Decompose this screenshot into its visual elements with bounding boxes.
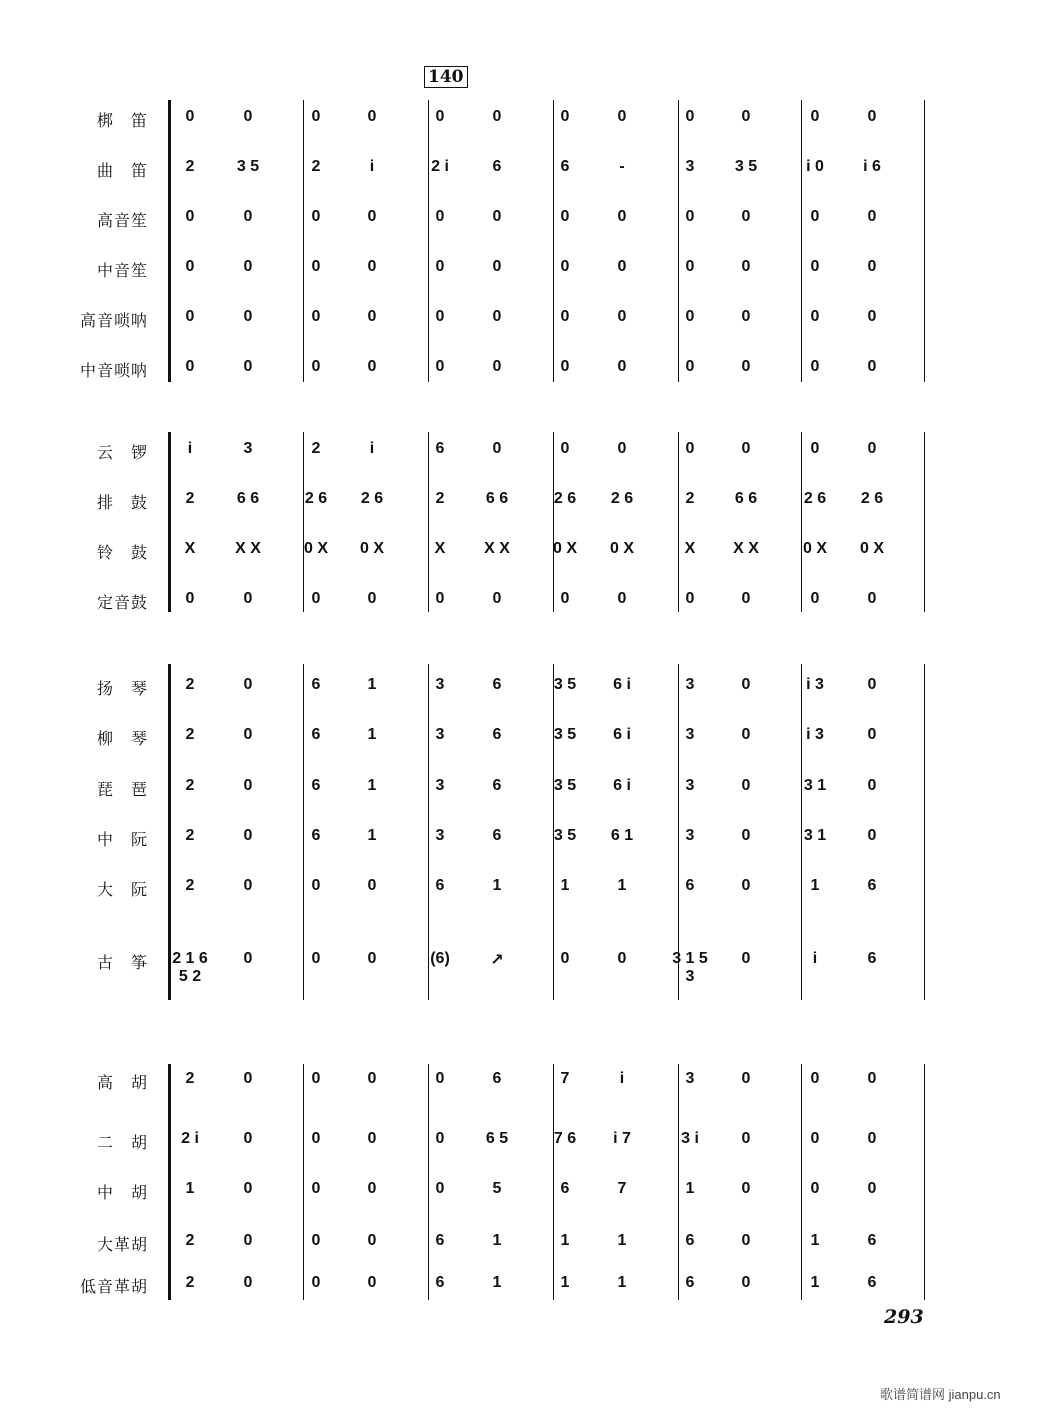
instrument-label: 梆 笛 (96, 111, 148, 130)
note-cell: 1 (367, 827, 377, 844)
barline (303, 432, 304, 612)
note-cell: 6 6 (236, 490, 260, 507)
note-cell: 2 (185, 877, 195, 894)
note-cell: 3 (435, 827, 445, 844)
note-cell: i (369, 440, 375, 457)
instrument-label: 高音笙 (96, 211, 148, 230)
note-cell: 6 1 (610, 827, 634, 844)
note-cell: 7 (617, 1180, 627, 1197)
note-cell: X X (235, 540, 261, 557)
barline (553, 100, 554, 382)
note-cell: 0 (435, 358, 445, 375)
note-cell: 2 6 (304, 490, 328, 507)
note-cell: 2 (185, 1232, 195, 1249)
note-cell: 6 6 (734, 490, 758, 507)
note-cell: 0 (243, 1274, 253, 1291)
note-cell: 0 (685, 590, 695, 607)
note-cell: 0 (685, 258, 695, 275)
note-cell: 0 (311, 308, 321, 325)
note-cell: 1 (367, 726, 377, 743)
note-cell: 0 (367, 1130, 377, 1147)
note-cell: 1 (617, 1232, 627, 1249)
note-cell: 3 5 (553, 676, 577, 693)
note-cell: 2 (311, 440, 321, 457)
note-cell: 0 (311, 877, 321, 894)
note-cell: 1 (367, 777, 377, 794)
note-cell: 0 (741, 777, 751, 794)
note-cell: 3 (435, 777, 445, 794)
note-cell: 6 (492, 1070, 502, 1087)
note-cell: 0 (243, 1070, 253, 1087)
note-cell: (6) (430, 950, 450, 967)
note-cell: 2 (185, 158, 195, 175)
note-cell: 0 (311, 1232, 321, 1249)
note-cell: 0 (243, 777, 253, 794)
note-cell: 3 5 (734, 158, 758, 175)
note-cell: 3 1 5 3 (672, 950, 708, 985)
note-cell: 0 (741, 1274, 751, 1291)
note-cell: 0 (435, 308, 445, 325)
note-cell: 1 (492, 1232, 502, 1249)
system-bracket (168, 100, 171, 382)
note-cell: 6 (311, 726, 321, 743)
note-cell: 0 (741, 258, 751, 275)
note-cell: 2 (185, 1274, 195, 1291)
note-cell: 6 i (613, 726, 631, 743)
note-cell: 0 (810, 1180, 820, 1197)
note-cell: 0 (685, 108, 695, 125)
note-cell: 0 (492, 258, 502, 275)
note-cell: 3 (243, 440, 253, 457)
note-cell: 0 (741, 827, 751, 844)
note-cell: 6 i (613, 777, 631, 794)
note-cell: 0 (810, 358, 820, 375)
note-cell: 0 (367, 1070, 377, 1087)
note-cell: 2 1 6 5 2 (172, 950, 208, 985)
note-cell: 6 (867, 877, 877, 894)
note-cell: 1 (367, 676, 377, 693)
note-cell: 0 (741, 877, 751, 894)
note-cell: 0 (492, 308, 502, 325)
note-cell: X (434, 540, 446, 557)
watermark: 歌谱简谱网 jianpu.cn (880, 1387, 1001, 1402)
note-cell: 0 (741, 358, 751, 375)
note-cell: 0 (617, 950, 627, 967)
note-cell: 0 (741, 308, 751, 325)
instrument-label: 高 胡 (96, 1073, 148, 1092)
note-cell: 0 (243, 877, 253, 894)
note-cell: 0 (867, 208, 877, 225)
note-cell: 6 5 (485, 1130, 509, 1147)
note-cell: 0 (685, 358, 695, 375)
note-cell: 0 (243, 950, 253, 967)
note-cell: 6 (685, 1274, 695, 1291)
instrument-label: 排 鼓 (96, 493, 148, 512)
note-cell: 0 (435, 1180, 445, 1197)
note-cell: 0 (243, 590, 253, 607)
note-cell: 0 (810, 258, 820, 275)
note-cell: 0 (492, 108, 502, 125)
note-cell: 0 (810, 108, 820, 125)
note-cell: 2 (185, 676, 195, 693)
note-cell: 6 (685, 1232, 695, 1249)
barline (428, 432, 429, 612)
note-cell: 2 6 (860, 490, 884, 507)
note-cell: X (684, 540, 696, 557)
note-cell: 0 (435, 1070, 445, 1087)
note-cell: 2 (685, 490, 695, 507)
note-cell: 0 (243, 358, 253, 375)
note-cell: 6 (492, 827, 502, 844)
note-cell: 0 (311, 258, 321, 275)
note-cell: 3 (685, 676, 695, 693)
note-cell: 3 5 (236, 158, 260, 175)
note-cell: 6 (867, 950, 877, 967)
note-cell: 0 (185, 358, 195, 375)
note-cell: 0 (741, 1130, 751, 1147)
note-cell: 0 X (802, 540, 827, 557)
note-cell: 0 (867, 358, 877, 375)
note-cell: 6 (560, 158, 570, 175)
note-cell: 0 (867, 590, 877, 607)
note-cell: 0 (311, 1180, 321, 1197)
note-cell: 1 (560, 1274, 570, 1291)
note-cell: X X (484, 540, 510, 557)
instrument-label: 扬 琴 (96, 679, 148, 698)
note-cell: 0 (867, 1070, 877, 1087)
note-cell: 0 (867, 1130, 877, 1147)
note-cell: 0 (867, 726, 877, 743)
note-cell: 0 (243, 1232, 253, 1249)
note-cell: 6 (867, 1232, 877, 1249)
note-cell: 1 (810, 1232, 820, 1249)
note-cell: 0 (867, 440, 877, 457)
note-cell: 3 (685, 158, 695, 175)
note-cell: 0 (741, 1070, 751, 1087)
note-cell: 2 6 (803, 490, 827, 507)
instrument-label: 曲 笛 (96, 161, 148, 180)
note-cell: ↗ (490, 952, 504, 969)
instrument-label: 大 阮 (96, 880, 148, 899)
note-cell: X X (733, 540, 759, 557)
note-cell: 0 (311, 950, 321, 967)
note-cell: 0 (311, 590, 321, 607)
note-cell: 0 (741, 590, 751, 607)
note-cell: 6 (435, 877, 445, 894)
note-cell: 0 (367, 258, 377, 275)
note-cell: 0 (617, 308, 627, 325)
note-cell: 1 (492, 1274, 502, 1291)
note-cell: 3 (685, 1070, 695, 1087)
note-cell: 6 (435, 1232, 445, 1249)
instrument-label: 中 阮 (96, 830, 148, 849)
note-cell: 0 (367, 358, 377, 375)
note-cell: 0 (185, 590, 195, 607)
note-cell: 0 (243, 676, 253, 693)
note-cell: 6 (311, 676, 321, 693)
note-cell: 0 (685, 208, 695, 225)
note-cell: 3 1 (803, 827, 827, 844)
note-cell: 0 (810, 590, 820, 607)
note-cell: 0 X (303, 540, 328, 557)
note-cell: 0 (741, 1180, 751, 1197)
note-cell: 0 (741, 440, 751, 457)
note-cell: 0 (185, 308, 195, 325)
note-cell: 0 (741, 108, 751, 125)
note-cell: 0 (617, 358, 627, 375)
note-cell: 6 (492, 676, 502, 693)
instrument-label: 古 筝 (96, 953, 148, 972)
barline (678, 432, 679, 612)
barline (924, 432, 925, 612)
note-cell: 1 (560, 877, 570, 894)
instrument-label: 铃 鼓 (96, 543, 148, 562)
note-cell: 5 (492, 1180, 502, 1197)
note-cell: 3 (685, 827, 695, 844)
note-cell: 0 (185, 208, 195, 225)
note-cell: 0 (435, 590, 445, 607)
note-cell: 0 (367, 590, 377, 607)
note-cell: X (184, 540, 196, 557)
note-cell: 1 (685, 1180, 695, 1197)
note-cell: 2 i (181, 1130, 199, 1147)
note-cell: i 3 (806, 676, 824, 693)
note-cell: 0 (810, 308, 820, 325)
barline (924, 1064, 925, 1300)
note-cell: 6 (435, 1274, 445, 1291)
note-cell: 0 (492, 358, 502, 375)
note-cell: 0 (311, 1130, 321, 1147)
note-cell: 0 (492, 208, 502, 225)
note-cell: 0 (560, 208, 570, 225)
note-cell: 0 (311, 208, 321, 225)
note-cell: 3 i (681, 1130, 699, 1147)
note-cell: 2 (185, 490, 195, 507)
note-cell: 0 (867, 308, 877, 325)
note-cell: 0 (243, 208, 253, 225)
barline (303, 1064, 304, 1300)
note-cell: 2 (185, 777, 195, 794)
note-cell: 0 (560, 308, 570, 325)
page-number: 293 (884, 1306, 924, 1328)
note-cell: 0 (741, 676, 751, 693)
note-cell: 6 (435, 440, 445, 457)
note-cell: 6 (685, 877, 695, 894)
note-cell: 0 (243, 108, 253, 125)
note-cell: - (619, 158, 625, 175)
barline (801, 1064, 802, 1300)
note-cell: 1 (617, 1274, 627, 1291)
note-cell: 0 (185, 258, 195, 275)
note-cell: 1 (617, 877, 627, 894)
instrument-label: 高音唢呐 (79, 311, 148, 330)
note-cell: 3 1 (803, 777, 827, 794)
note-cell: 0 (435, 208, 445, 225)
note-cell: 3 5 (553, 726, 577, 743)
barline (924, 664, 925, 1000)
instrument-label: 定音鼓 (96, 593, 148, 612)
system-bracket (168, 432, 171, 612)
note-cell: 2 (311, 158, 321, 175)
note-cell: i 6 (863, 158, 881, 175)
barline (428, 100, 429, 382)
note-cell: 0 (617, 440, 627, 457)
note-cell: 0 X (859, 540, 884, 557)
instrument-label: 中 胡 (96, 1183, 148, 1202)
note-cell: 0 (367, 208, 377, 225)
note-cell: 3 (685, 777, 695, 794)
barline (924, 100, 925, 382)
note-cell: 2 6 (610, 490, 634, 507)
note-cell: 0 X (359, 540, 384, 557)
note-cell: 0 (367, 308, 377, 325)
note-cell: 7 6 (553, 1130, 577, 1147)
note-cell: i 3 (806, 726, 824, 743)
rehearsal-mark: 140 (424, 66, 468, 88)
note-cell: 3 (685, 726, 695, 743)
barline (553, 432, 554, 612)
note-cell: 2 6 (553, 490, 577, 507)
note-cell: 1 (560, 1232, 570, 1249)
note-cell: 0 (243, 1130, 253, 1147)
note-cell: 0 (185, 108, 195, 125)
note-cell: 0 (617, 258, 627, 275)
note-cell: 0 (867, 827, 877, 844)
note-cell: 0 (560, 258, 570, 275)
note-cell: 1 (492, 877, 502, 894)
note-cell: 0 (741, 208, 751, 225)
note-cell: 1 (810, 877, 820, 894)
note-cell: 0 (435, 1130, 445, 1147)
note-cell: 0 (367, 950, 377, 967)
note-cell: 0 (311, 108, 321, 125)
note-cell: 0 (243, 827, 253, 844)
note-cell: 7 (560, 1070, 570, 1087)
note-cell: 0 (560, 440, 570, 457)
note-cell: 6 (867, 1274, 877, 1291)
note-cell: 0 (560, 108, 570, 125)
note-cell: 0 (243, 1180, 253, 1197)
note-cell: 0 (867, 108, 877, 125)
note-cell: 0 (560, 358, 570, 375)
note-cell: 1 (810, 1274, 820, 1291)
note-cell: 3 (435, 726, 445, 743)
note-cell: 0 (367, 1180, 377, 1197)
note-cell: 2 (185, 1070, 195, 1087)
note-cell: 0 (741, 726, 751, 743)
note-cell: 6 (311, 827, 321, 844)
note-cell: 6 6 (485, 490, 509, 507)
system-bracket (168, 1064, 171, 1300)
instrument-label: 大革胡 (96, 1235, 148, 1254)
note-cell: 1 (185, 1180, 195, 1197)
note-cell: 0 (311, 1070, 321, 1087)
note-cell: 0 (243, 258, 253, 275)
note-cell: 6 (492, 726, 502, 743)
note-cell: 3 5 (553, 777, 577, 794)
note-cell: 2 (435, 490, 445, 507)
note-cell: 6 (560, 1180, 570, 1197)
note-cell: 6 i (613, 676, 631, 693)
note-cell: 0 (867, 777, 877, 794)
note-cell: 3 (435, 676, 445, 693)
note-cell: 0 (867, 258, 877, 275)
instrument-label: 中音唢呐 (79, 361, 148, 380)
barline (801, 432, 802, 612)
note-cell: 0 X (609, 540, 634, 557)
note-cell: 0 (617, 208, 627, 225)
note-cell: 6 (492, 777, 502, 794)
note-cell: i (187, 440, 193, 457)
note-cell: 0 (617, 590, 627, 607)
note-cell: 0 (617, 108, 627, 125)
note-cell: 0 (867, 676, 877, 693)
note-cell: 6 (311, 777, 321, 794)
note-cell: 0 (435, 108, 445, 125)
note-cell: 0 (810, 208, 820, 225)
instrument-label: 二 胡 (96, 1133, 148, 1152)
instrument-label: 低音革胡 (79, 1277, 148, 1296)
note-cell: 0 (367, 1232, 377, 1249)
barline (303, 664, 304, 1000)
instrument-label: 中音笙 (96, 261, 148, 280)
note-cell: i (369, 158, 375, 175)
note-cell: 2 i (431, 158, 449, 175)
note-cell: 0 (492, 440, 502, 457)
note-cell: 0 (685, 308, 695, 325)
note-cell: 0 X (552, 540, 577, 557)
instrument-label: 云 锣 (96, 443, 148, 462)
note-cell: 0 (810, 1070, 820, 1087)
note-cell: i 0 (806, 158, 824, 175)
note-cell: 0 (685, 440, 695, 457)
note-cell: 3 5 (553, 827, 577, 844)
note-cell: 2 (185, 726, 195, 743)
note-cell: 0 (243, 308, 253, 325)
note-cell: 0 (435, 258, 445, 275)
barline (303, 100, 304, 382)
barline (801, 100, 802, 382)
note-cell: 6 (492, 158, 502, 175)
note-cell: 2 (185, 827, 195, 844)
barline (678, 100, 679, 382)
note-cell: 0 (560, 590, 570, 607)
note-cell: 0 (243, 726, 253, 743)
note-cell: 0 (367, 1274, 377, 1291)
note-cell: 2 6 (360, 490, 384, 507)
note-cell: i 7 (613, 1130, 631, 1147)
instrument-label: 琵 琶 (96, 780, 148, 799)
note-cell: 0 (741, 950, 751, 967)
note-cell: 0 (311, 358, 321, 375)
note-cell: 0 (810, 440, 820, 457)
note-cell: 0 (867, 1180, 877, 1197)
note-cell: 0 (311, 1274, 321, 1291)
instrument-label: 柳 琴 (96, 729, 148, 748)
note-cell: 0 (367, 108, 377, 125)
note-cell: 0 (367, 877, 377, 894)
note-cell: 0 (810, 1130, 820, 1147)
note-cell: i (812, 950, 818, 967)
note-cell: 0 (560, 950, 570, 967)
note-cell: i (619, 1070, 625, 1087)
note-cell: 0 (492, 590, 502, 607)
note-cell: 0 (741, 1232, 751, 1249)
